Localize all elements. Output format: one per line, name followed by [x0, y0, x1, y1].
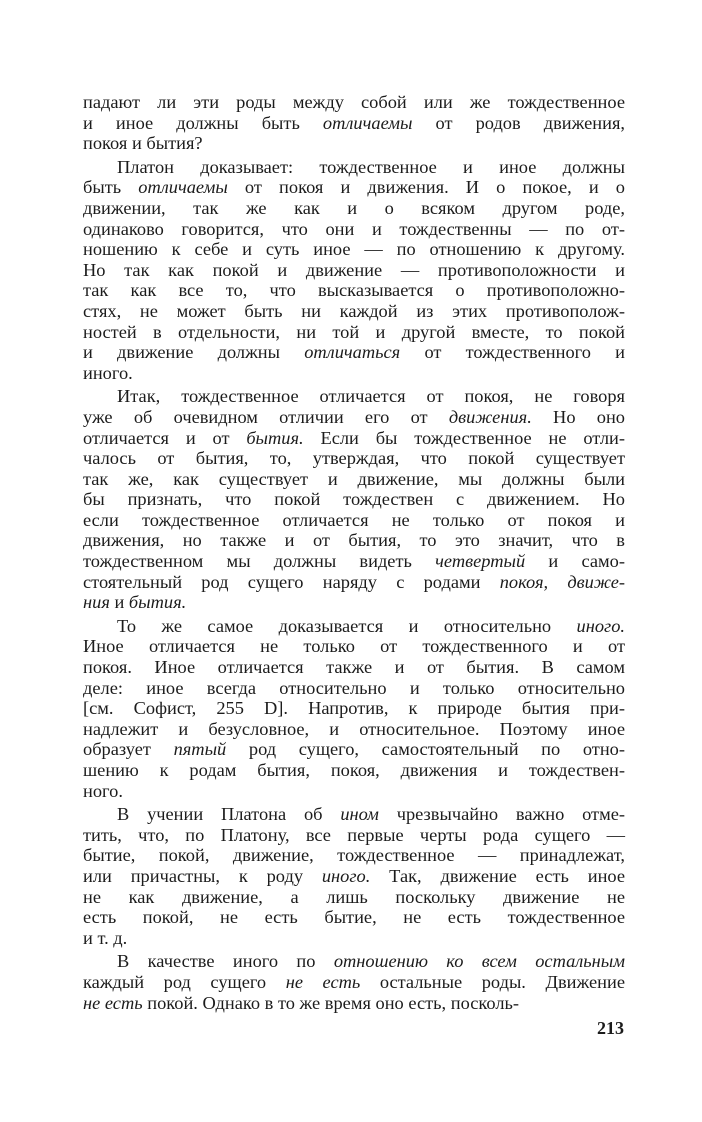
text-line — [83, 760, 625, 781]
italic-run: отличаемы — [322, 112, 413, 133]
text-run: ностей в отдельности, ни той и другой вместе, то покой — [83, 321, 625, 342]
text-line — [83, 113, 625, 134]
text-line — [83, 907, 625, 928]
text-line — [83, 448, 625, 469]
italic-run: отличаемы — [138, 177, 228, 198]
text-run: так же, как существует и движение, мы должны были — [83, 468, 625, 489]
paragraph — [83, 92, 625, 154]
text-run: Так, движение есть иное — [370, 865, 625, 886]
text-line — [83, 239, 625, 260]
text-run: есть покой, не есть бытие, не есть тождественное — [83, 907, 625, 928]
text-run: [см. Софист, 255 D]. Напротив, к природе бытия при- — [83, 698, 625, 719]
text-run: В качестве иного по — [117, 951, 334, 972]
text-run: Итак, тождественное отличается от покоя, не говоря — [117, 386, 625, 407]
italic-run: движения. — [448, 406, 532, 427]
text-run: бытие, покой, движение, тождественное — принадлежат, — [83, 845, 625, 866]
text-run: бы признать, что покой тождествен с движением. Но — [83, 489, 625, 510]
text-run: В учении Платона об — [117, 804, 341, 825]
text-line — [83, 993, 625, 1014]
italic-run: не есть — [83, 992, 143, 1013]
text-run: ного. — [83, 780, 123, 801]
text-run: каждый род сущего — [83, 971, 286, 992]
text-line — [83, 363, 625, 384]
italic-run: покоя, движе- — [499, 571, 625, 592]
text-run: покоя. Иное отличается также и от бытия. В самом — [83, 657, 625, 678]
text-line — [83, 530, 625, 551]
paragraph — [83, 157, 625, 384]
paragraph — [83, 951, 625, 1013]
text-run: надлежит и безусловное, и относительное. Поэтому иное — [83, 718, 625, 739]
paragraph — [83, 386, 625, 613]
italic-run: отношению ко всем остальным — [333, 951, 625, 972]
text-line — [83, 572, 625, 593]
text-run: если тождественное отличается не только от покоя и — [83, 509, 625, 530]
text-line — [83, 198, 625, 219]
text-run: деле: иное всегда относительно и только относительно — [83, 677, 625, 698]
page-number: 213 — [597, 1018, 624, 1038]
text-run: ношению к себе и суть иное — по отношению к другому. — [83, 239, 625, 260]
text-line — [83, 407, 625, 428]
text-line — [83, 260, 625, 281]
text-run: образует — [83, 739, 174, 760]
text-run: так как все то, что высказывается о противоположно- — [83, 280, 625, 301]
italic-run: иного. — [576, 615, 625, 636]
text-line — [83, 825, 625, 846]
italic-run: не есть — [285, 971, 361, 992]
text-line — [83, 739, 625, 760]
text-run: То же самое доказывается и относительно — [117, 615, 577, 636]
text-line — [83, 177, 625, 198]
text-run: покой. Однако в то же время оно есть, посколь- — [142, 992, 520, 1013]
text-line — [83, 133, 625, 154]
text-line — [83, 845, 625, 866]
italic-run: ния — [83, 592, 110, 613]
text-line — [83, 489, 625, 510]
text-run: чрезвычайно важно отме- — [378, 804, 626, 825]
text-line — [83, 428, 625, 449]
text-line — [83, 551, 625, 572]
paragraph — [83, 616, 625, 801]
text-line — [83, 157, 625, 178]
text-run: и само- — [525, 551, 625, 572]
text-line — [83, 866, 625, 887]
text-line — [83, 804, 625, 825]
text-line — [83, 698, 625, 719]
text-line — [83, 928, 625, 949]
text-line — [83, 92, 625, 113]
text-line — [83, 510, 625, 531]
text-run: отличается и от — [83, 427, 247, 448]
text-line — [83, 887, 625, 908]
text-line — [83, 280, 625, 301]
text-line — [83, 657, 625, 678]
text-line — [83, 386, 625, 407]
text-run: остальные роды. Движение — [360, 971, 625, 992]
text-run: быть — [83, 177, 139, 198]
italic-run: иного. — [321, 865, 371, 886]
text-run: и иное должны быть — [83, 112, 323, 133]
text-run: тить, что, по Платону, все первые черты рода сущего — — [83, 824, 625, 845]
text-run: или причастны, к роду — [83, 865, 322, 886]
text-run: Иное отличается не только от тождественного и от — [83, 636, 625, 657]
text-run: шению к родам бытия, покоя, движения и тождествен- — [83, 760, 625, 780]
text-line — [83, 636, 625, 657]
text-run: одинаково говорится, что они и тождественны — по от- — [83, 218, 625, 239]
text-line — [83, 469, 625, 490]
text-run: род сущего, самостоятельный по отно- — [226, 739, 625, 760]
text-run: тождественном мы должны видеть — [83, 551, 436, 572]
text-line — [83, 219, 625, 240]
text-line — [83, 781, 625, 802]
text-run: иного. — [83, 362, 133, 383]
italic-run: пятый — [173, 739, 227, 760]
italic-run: ином — [340, 804, 379, 825]
text-run: уже об очевидном отличии его от — [83, 406, 449, 427]
italic-run: четвертый — [435, 551, 526, 572]
text-run: покоя и бытия? — [83, 133, 203, 154]
text-run: движения, но также и от бытия, то это значит, что в — [83, 530, 625, 551]
text-line — [83, 322, 625, 343]
italic-run: бытия. — [246, 427, 304, 448]
text-run: Если бы тождественное не отли- — [303, 427, 625, 448]
text-line — [83, 616, 625, 637]
text-run: от покоя и движения. И о покое, и о — [227, 177, 625, 198]
text-run: Но оно — [531, 406, 625, 427]
text-run: от родов движения, — [412, 112, 625, 133]
text-line — [83, 678, 625, 699]
text-run: и т. д. — [83, 927, 128, 948]
text-run: Но так как покой и движение — противоположности и — [83, 259, 625, 280]
text-run: Платон доказывает: тождественное и иное должны — [117, 156, 625, 177]
italic-run: отличаться — [304, 342, 401, 363]
text-run: чалось от бытия, то, утверждая, что покой существует — [83, 448, 625, 469]
italic-run: бытия. — [128, 592, 187, 613]
text-run: падают ли эти роды между собой или же тождественное — [83, 92, 625, 112]
page-body-text — [83, 92, 625, 1016]
text-run: и движение должны — [83, 342, 305, 363]
text-line — [83, 301, 625, 322]
text-line — [83, 592, 625, 613]
text-run: от тождественного и — [400, 342, 625, 363]
text-line — [83, 342, 625, 363]
text-run: и — [109, 592, 129, 613]
text-run: не как движение, а лишь поскольку движение не — [83, 886, 625, 907]
text-run: стоятельный род сущего наряду с родами — [83, 571, 500, 592]
text-run: движении, так же как и о всяком другом роде, — [83, 197, 625, 218]
text-line — [83, 951, 625, 972]
text-line — [83, 972, 625, 993]
text-run: стях, не может быть ни каждой из этих противополож- — [83, 300, 625, 321]
text-line — [83, 719, 625, 740]
paragraph — [83, 804, 625, 948]
